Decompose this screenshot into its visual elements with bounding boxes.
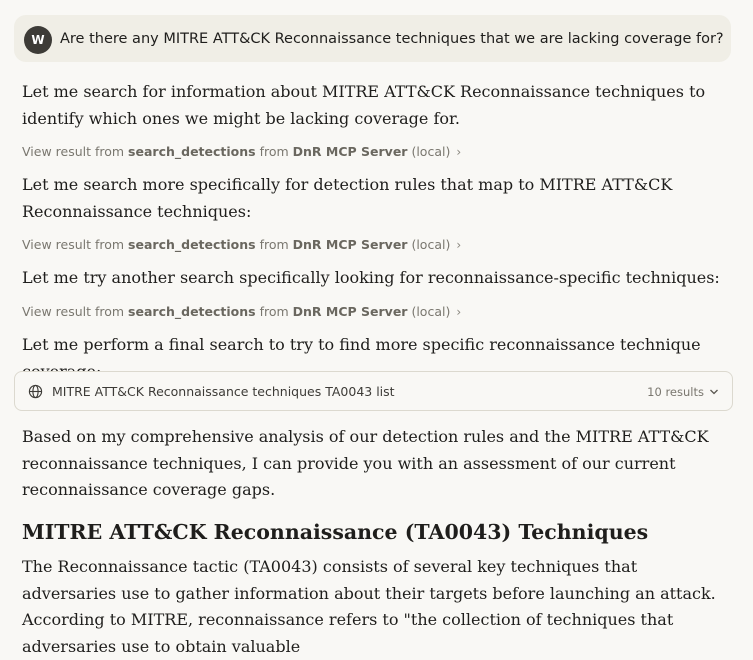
section-heading: MITRE ATT&CK Reconnaissance (TA0043) Techniques <box>22 520 649 544</box>
globe-icon <box>28 384 43 399</box>
user-message-text: Are there any MITRE ATT&CK Reconnaissance techniques that we are lacking coverage for? <box>60 31 724 47</box>
result-count: 10 results <box>647 385 704 399</box>
tool-suffix: (local) <box>407 237 451 252</box>
assistant-paragraph-1: Let me search for information about MITRE ATT&CK Reconnaissance techniques to identify which ones we might be lacking coverage for. <box>22 82 706 128</box>
tool-mid: from <box>255 144 293 159</box>
tool-mid: from <box>255 237 293 252</box>
assistant-paragraph-6: The Reconnaissance tactic (TA0043) consists of several key techniques that adversaries use to gather information about their targets before launching an attack. According to MITRE, reconnaissance refers to "the collection of techniques that adversaries use to obtain valuable <box>22 557 716 656</box>
tool-suffix: (local) <box>407 144 451 159</box>
user-message <box>14 15 731 62</box>
tool-prefix: View result from <box>22 237 129 252</box>
tool-prefix: View result from <box>22 144 129 159</box>
tool-name: search_detections <box>128 304 256 319</box>
chevron-down-icon <box>709 387 719 397</box>
assistant-paragraph-2: Let me search more specifically for detection rules that map to MITRE ATT&CK Reconnaissance techniques: <box>22 175 673 221</box>
server-name: DnR MCP Server <box>292 144 408 159</box>
view-result-link-3[interactable] <box>22 303 461 321</box>
assistant-paragraph-3: Let me try another search specifically looking for reconnaissance-specific techniques: <box>22 268 720 287</box>
chevron-right-icon: › <box>456 145 462 159</box>
assistant-paragraph-5: Based on my comprehensive analysis of our detection rules and the MITRE ATT&CK reconnaissance techniques, I can provide you with an assessment of our current reconnaissance coverage gaps. <box>22 427 709 499</box>
tool-name: search_detections <box>128 144 256 159</box>
tool-mid: from <box>255 304 293 319</box>
tool-name: search_detections <box>128 237 256 252</box>
assistant-paragraph-4: Let me perform a final search to try to find more specific reconnaissance technique <box>22 335 701 354</box>
view-result-link-2[interactable] <box>22 236 461 254</box>
server-name: DnR MCP Server <box>292 304 408 319</box>
chevron-right-icon: › <box>456 305 462 319</box>
web-search-result-box[interactable] <box>14 371 733 411</box>
search-query-text: MITRE ATT&CK Reconnaissance techniques TA0043 list <box>52 384 395 399</box>
view-result-link-1[interactable] <box>22 143 461 161</box>
tool-suffix: (local) <box>407 304 451 319</box>
chevron-right-icon: › <box>456 238 462 252</box>
tool-prefix: View result from <box>22 304 129 319</box>
server-name: DnR MCP Server <box>292 237 408 252</box>
user-avatar: W <box>24 26 52 54</box>
